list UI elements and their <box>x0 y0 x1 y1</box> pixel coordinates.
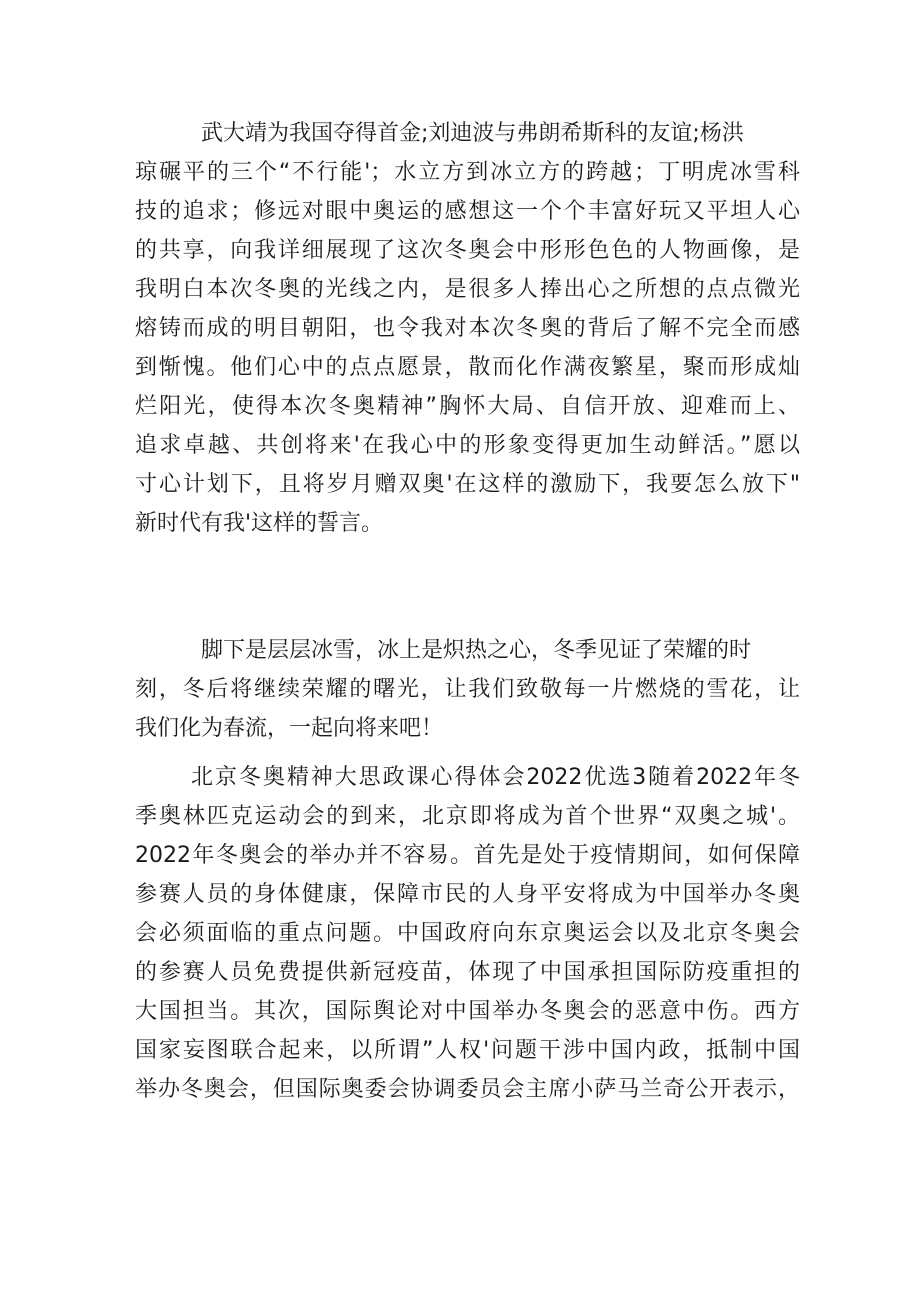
paragraph-line: 新时代有我'这样的誓言。 <box>135 511 384 536</box>
paragraph-line: 季奥林匹克运动会的到来，北京即将成为首个世界“双奥之城'。 <box>135 804 800 829</box>
paragraph-line: 举办冬奥会，但国际奥委会协调委员会主席小萨马兰奇公开表示， <box>135 1077 800 1102</box>
paragraph-line: 熔铸而成的明目朝阳，也令我对本次冬奥的背后了解不完全而感 <box>135 316 800 341</box>
paragraph-2 <box>135 631 800 748</box>
paragraph-line: 我们化为春流，一起向将来吧！ <box>135 716 444 741</box>
paragraph-line: 武大靖为我国夺得首金;刘迪波与弗朗希斯科的友谊;杨洪 <box>201 121 744 146</box>
paragraph-line: 刻，冬后将继续荣耀的曙光，让我们致敬每一片燃烧的雪花，让 <box>135 677 800 702</box>
paragraph-line: 的共享，向我详细展现了这次冬奥会中形形色色的人物画像，是 <box>135 238 800 263</box>
paragraph-line: 到惭愧。他们心中的点点愿景，散而化作满夜繁星，聚而形成灿 <box>135 355 800 380</box>
paragraph-line: 2022年冬奥会的举办并不容易。首先是处于疫情期间，如何保障 <box>135 843 800 868</box>
paragraph-line: 参赛人员的身体健康，保障市民的人身平安将成为中国举办冬奥 <box>135 882 800 907</box>
paragraph-line: 北京冬奥精神大思政课心得体会2022优选3随着2022年冬 <box>191 765 800 790</box>
paragraph-3 <box>135 758 800 1109</box>
paragraph-line: 琼碾平的三个“不行能'；水立方到冰立方的跨越；丁明虎冰雪科 <box>135 160 800 185</box>
paragraph-line: 追求卓越、共创将来'在我心中的形象变得更加生动鲜活。”愿以 <box>135 433 800 458</box>
paragraph-1 <box>135 114 800 543</box>
paragraph-line: 寸心计划下，且将岁月赠双奥'在这样的激励下，我要怎么放下" <box>135 472 800 497</box>
paragraph-line: 会必须面临的重点问题。中国政府向东京奥运会以及北京冬奥会 <box>135 921 800 946</box>
paragraph-line: 技的追求；修远对眼中奥运的感想这一个个丰富好玩又平坦人心 <box>135 199 800 224</box>
paragraph-line: 大国担当。其次，国际舆论对中国举办冬奥会的恶意中伤。西方 <box>135 999 800 1024</box>
paragraph-line: 烂阳光，使得本次冬奥精神”胸怀大局、自信开放、迎难而上、 <box>135 394 800 419</box>
paragraph-line: 我明白本次冬奥的光线之内，是很多人捧出心之所想的点点微光 <box>135 277 800 302</box>
paragraph-line: 的参赛人员免费提供新冠疫苗，体现了中国承担国际防疫重担的 <box>135 960 800 985</box>
paragraph-line: 国家妄图联合起来，以所谓”人权'问题干涉中国内政，抵制中国 <box>135 1038 800 1063</box>
paragraph-line: 脚下是层层冰雪，冰上是炽热之心，冬季见证了荣耀的时 <box>201 638 752 663</box>
